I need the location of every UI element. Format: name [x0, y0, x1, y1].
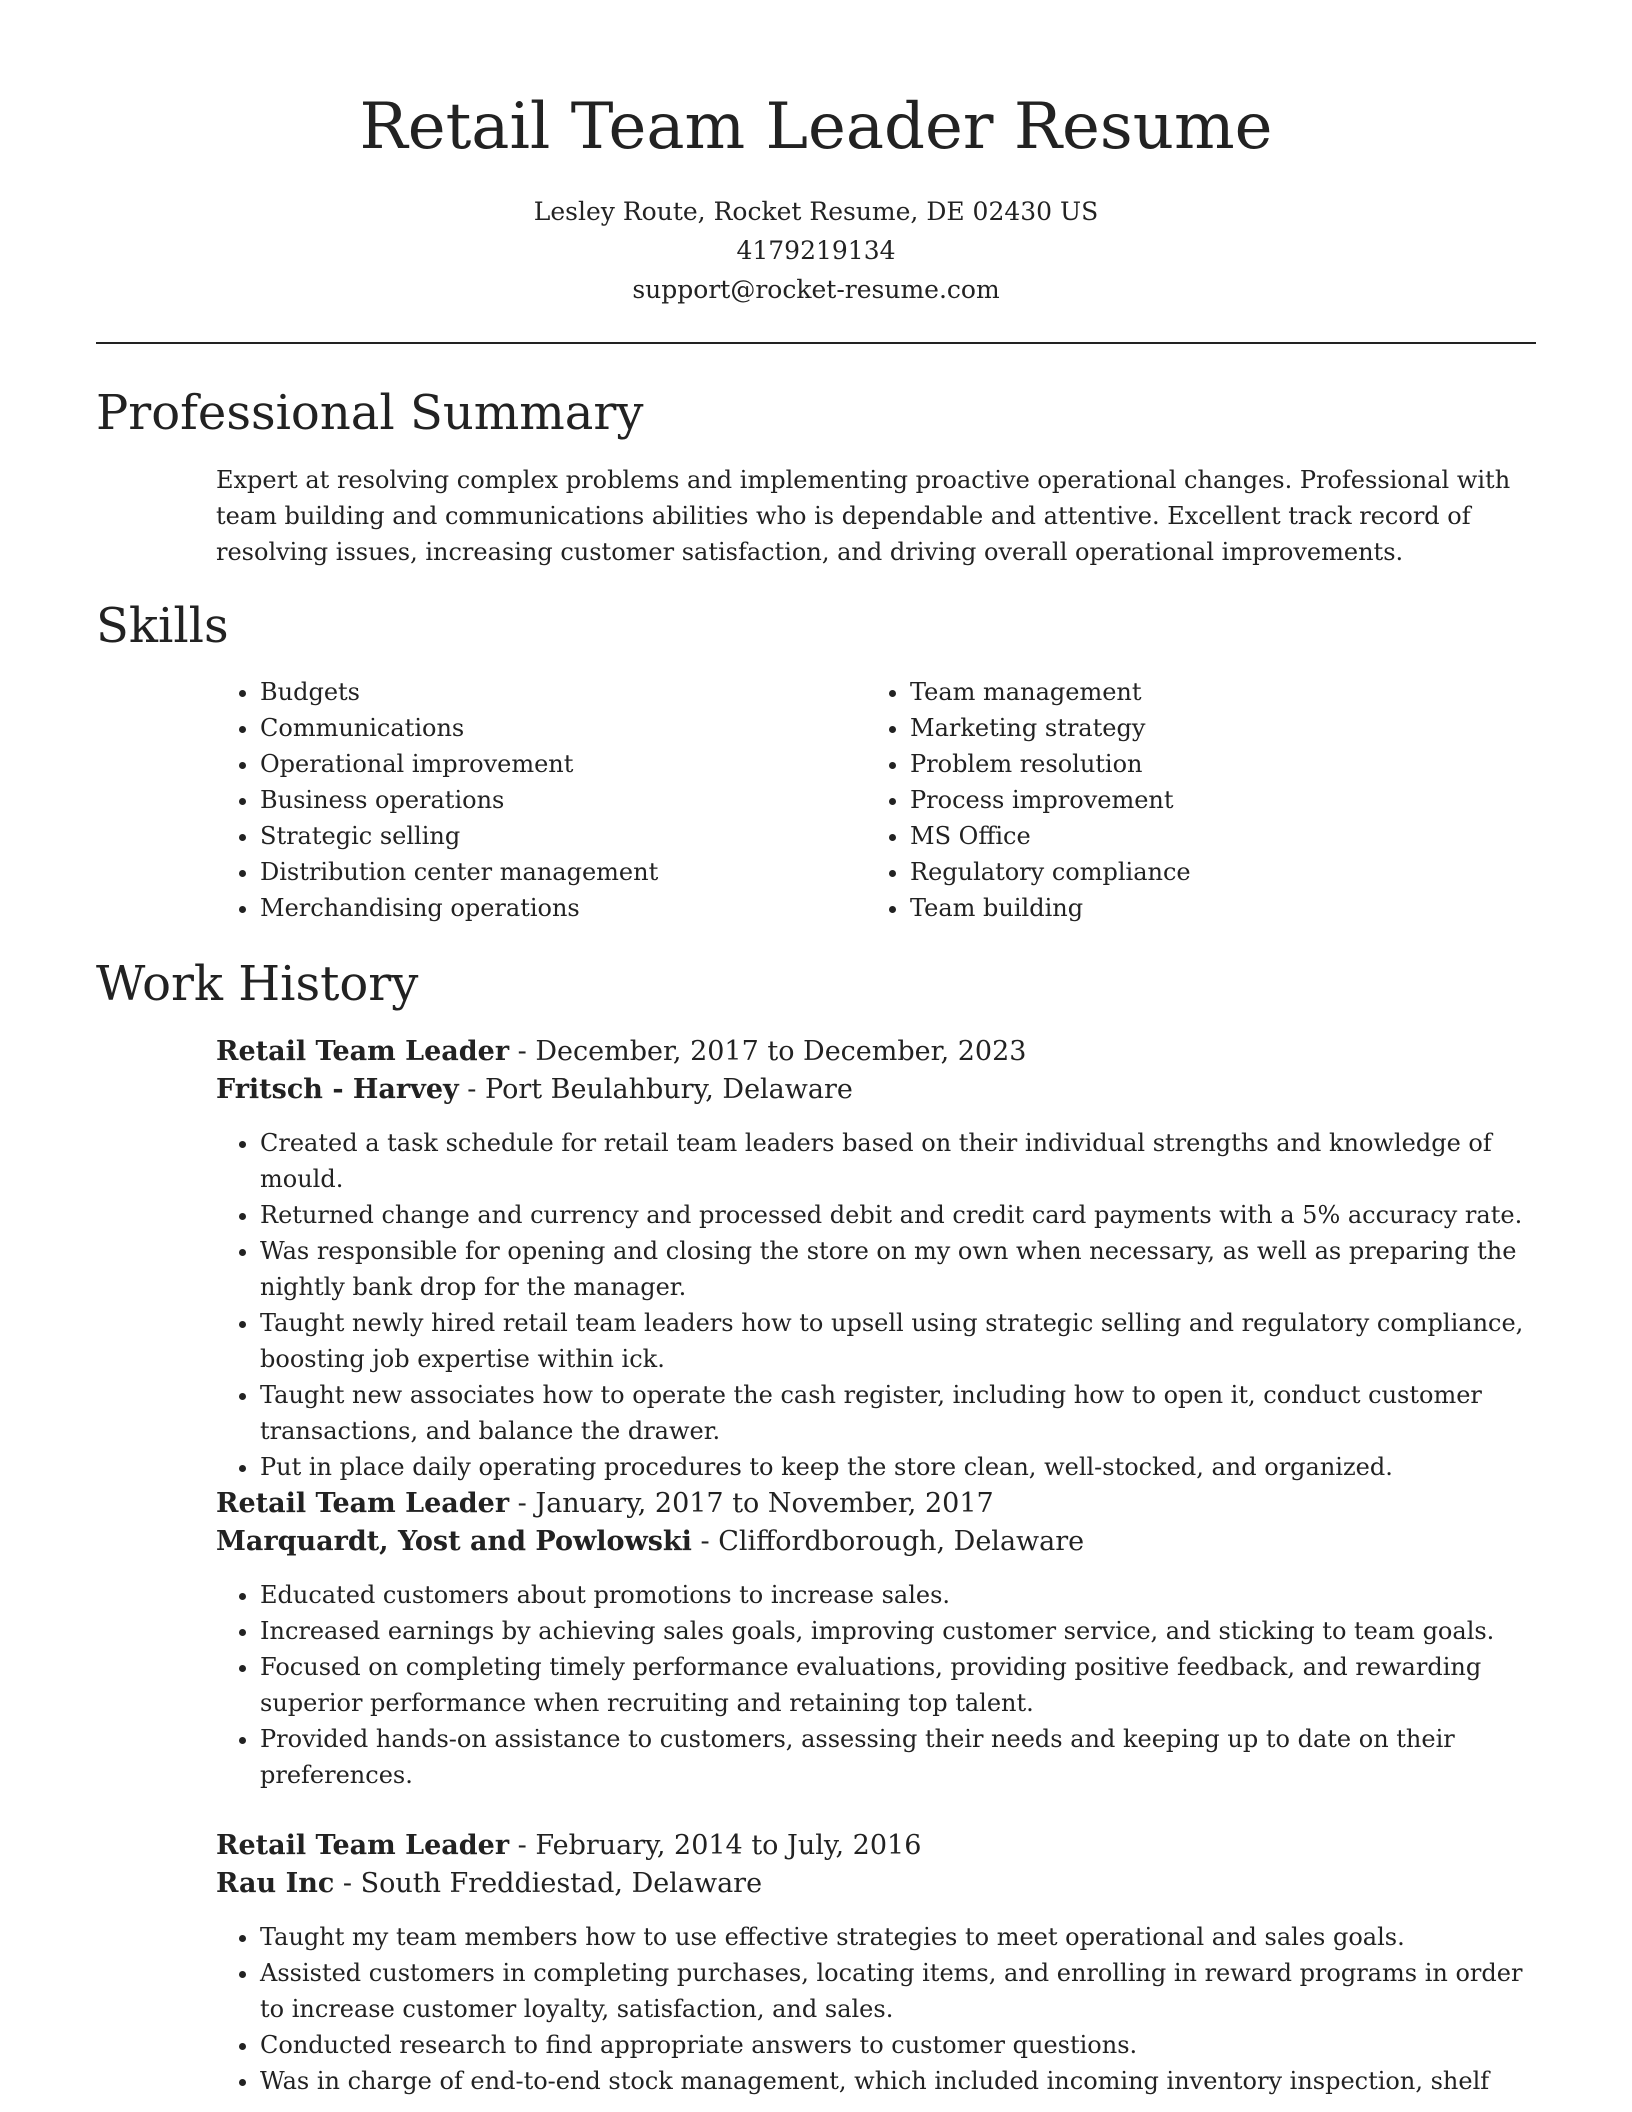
- skill-item: • Strategic selling: [260, 818, 658, 854]
- skill-item: • Marketing strategy: [910, 710, 1191, 746]
- job-title: Retail Team Leader: [216, 1036, 510, 1067]
- skill-item: • Operational improvement: [260, 746, 658, 782]
- contact-email: support@rocket-resume.com: [632, 275, 1000, 304]
- job-dates: - January, 2017 to November, 2017: [509, 1488, 994, 1519]
- job-title-line: [216, 1485, 1536, 1523]
- job-company: Rau Inc: [216, 1868, 335, 1899]
- job-bullet: • Taught new associates how to operate the cash register, including how to open it, conduct customer transactions, and balance the drawer.: [260, 1377, 1536, 1449]
- job-dates: - December, 2017 to December, 2023: [509, 1036, 1027, 1067]
- job-bullet: • Increased earnings by achieving sales goals, improving customer service, and sticking to team goals.: [260, 1613, 1536, 1649]
- contact-phone: 4179219134: [736, 236, 896, 265]
- job-company-line: [216, 1865, 1536, 1903]
- job-bullet: • Put in place daily operating procedures to keep the store clean, well-stocked, and organized.: [260, 1449, 1536, 1485]
- job-bullet: • Conducted research to find appropriate answers to customer questions.: [260, 2027, 1536, 2063]
- contact-block: [0, 192, 1632, 309]
- skill-item: • Merchandising operations: [260, 890, 658, 926]
- skill-item: • Budgets: [260, 674, 658, 710]
- job-company-line: [216, 1071, 1536, 1109]
- job-bullets: [216, 1919, 1536, 2099]
- job-bullet: • Taught my team members how to use effective strategies to meet operational and sales goals.: [260, 1919, 1536, 1955]
- summary-text: Expert at resolving complex problems and implementing proactive operational changes. Professional with team building and communications abilities who is dependable and attentive. Excellent track record of resolving issues, increasing customer satisfaction, and driving overall operational improvements.: [216, 466, 1511, 566]
- job-entry: [216, 1485, 1536, 1793]
- job-bullet: • Returned change and currency and processed debit and credit card payments with a 5% accuracy rate.: [260, 1197, 1536, 1233]
- skill-item: • Distribution center management: [260, 854, 658, 890]
- job-bullet: • Created a task schedule for retail team leaders based on their individual strengths and knowledge of mould.: [260, 1125, 1536, 1197]
- skill-item: • Communications: [260, 710, 658, 746]
- skill-item: • Business operations: [260, 782, 658, 818]
- summary-heading: Professional Summary: [96, 385, 644, 441]
- skill-item: • Regulatory compliance: [910, 854, 1191, 890]
- contact-address: Lesley Route, Rocket Resume, DE 02430 US: [533, 197, 1099, 226]
- job-bullet: • Was in charge of end-to-end stock management, which included incoming inventory inspection, shelf: [260, 2063, 1536, 2099]
- job-title-line: [216, 1033, 1536, 1071]
- job-location: - South Freddiestad, Delaware: [334, 1868, 763, 1899]
- job-company-line: [216, 1523, 1536, 1561]
- skill-item: • Process improvement: [910, 782, 1191, 818]
- job-bullets: [216, 1125, 1536, 1485]
- work-history-heading: Work History: [96, 956, 419, 1012]
- job-entry: [216, 1033, 1536, 1485]
- skill-item: • Team management: [910, 674, 1191, 710]
- skills-list-right: [866, 674, 1191, 926]
- job-bullet: • Focused on completing timely performance evaluations, providing positive feedback, and rewarding superior performance when recruiting and retaining top talent.: [260, 1649, 1536, 1721]
- skill-item: • Team building: [910, 890, 1191, 926]
- job-company: Marquardt, Yost and Powlowski: [216, 1526, 692, 1557]
- job-bullet: • Was responsible for opening and closing the store on my own when necessary, as well as preparing the nightly bank drop for the manager.: [260, 1233, 1536, 1305]
- job-entry: [216, 1827, 1536, 2099]
- job-location: - Port Beulahbury, Delaware: [458, 1074, 853, 1105]
- job-bullet: • Assisted customers in completing purchases, locating items, and enrolling in reward programs in order to increase customer loyalty, satisfaction, and sales.: [260, 1955, 1536, 2027]
- job-location: - Cliffordborough, Delaware: [691, 1526, 1085, 1557]
- skill-item: • Problem resolution: [910, 746, 1191, 782]
- resume-title: Retail Team Leader Resume: [359, 90, 1273, 164]
- job-title: Retail Team Leader: [216, 1830, 510, 1861]
- job-bullet: • Educated customers about promotions to increase sales.: [260, 1577, 1536, 1613]
- job-company: Fritsch - Harvey: [216, 1074, 459, 1105]
- job-dates: - February, 2014 to July, 2016: [509, 1830, 922, 1861]
- skills-heading: Skills: [96, 598, 229, 654]
- job-bullets: [216, 1577, 1536, 1793]
- job-title-line: [216, 1827, 1536, 1865]
- job-title: Retail Team Leader: [216, 1488, 510, 1519]
- job-bullet: • Provided hands-on assistance to customers, assessing their needs and keeping up to date on their preferences.: [260, 1721, 1536, 1793]
- skill-item: • MS Office: [910, 818, 1191, 854]
- header-divider: [96, 342, 1536, 344]
- skills-list-left: [216, 674, 658, 926]
- job-bullet: • Taught newly hired retail team leaders how to upsell using strategic selling and regulatory compliance, boosting job expertise within ick.: [260, 1305, 1536, 1377]
